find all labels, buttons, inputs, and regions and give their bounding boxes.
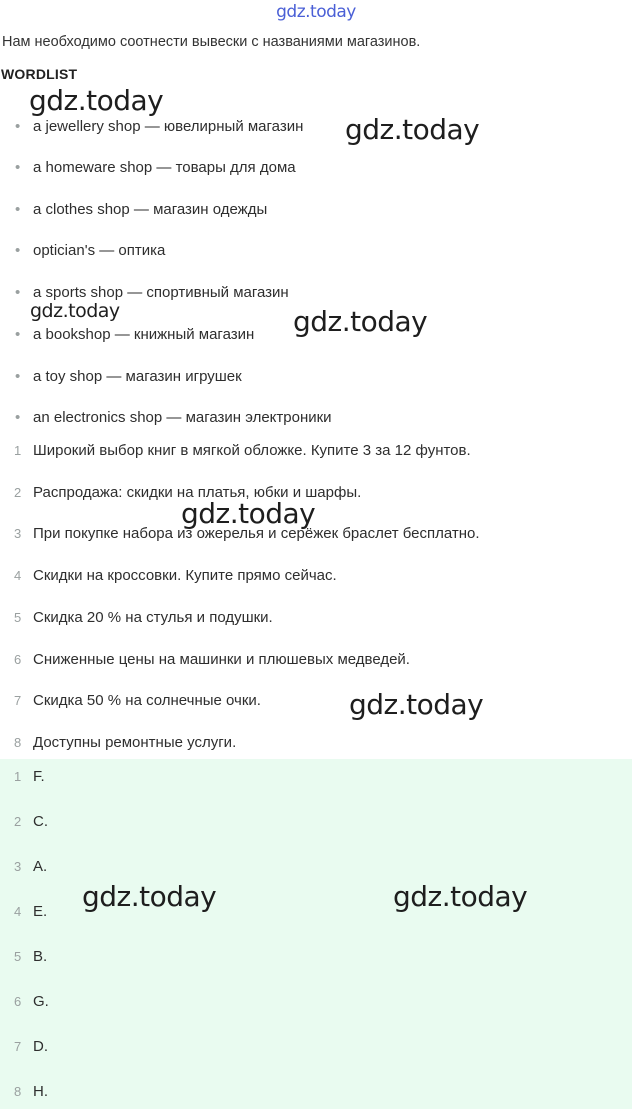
answer-number: 4 bbox=[14, 904, 22, 919]
task-number: 4 bbox=[14, 568, 22, 583]
wordlist-item: • a homeware shop — товары для дома bbox=[15, 159, 296, 176]
task-item bbox=[14, 567, 337, 584]
wordlist-item: • a jewellery shop — ювелирный магазин bbox=[15, 118, 304, 135]
answer-text: G. bbox=[33, 993, 49, 1010]
watermark: gdz.today bbox=[293, 305, 428, 338]
answer-item bbox=[14, 813, 48, 830]
task-number: 3 bbox=[14, 526, 22, 541]
wordlist-item: • a bookshop — книжный магазин bbox=[15, 326, 255, 343]
bullet-icon: • bbox=[15, 409, 21, 426]
task-item bbox=[14, 692, 261, 709]
watermark: gdz.today bbox=[181, 497, 316, 530]
watermark: gdz.today bbox=[345, 113, 480, 146]
wordlist-heading: WORDLIST bbox=[1, 66, 78, 82]
answer-item bbox=[14, 858, 47, 875]
answer-number: 7 bbox=[14, 1039, 22, 1054]
intro-text: Нам необходимо соотнести вывески с названиями магазинов. bbox=[2, 34, 421, 50]
task-item bbox=[14, 651, 410, 668]
bullet-icon: • bbox=[15, 118, 21, 135]
bullet-icon: • bbox=[15, 284, 21, 301]
answer-item bbox=[14, 1083, 48, 1100]
answer-number: 2 bbox=[14, 814, 22, 829]
answer-text: A. bbox=[33, 858, 48, 875]
task-text: Сниженные цены на машинки и плюшевых медведей. bbox=[33, 651, 410, 668]
wordlist-item: • optician's — оптика bbox=[15, 242, 166, 259]
site-header-logo[interactable]: gdz.today bbox=[276, 2, 356, 22]
wordlist-item: • a sports shop — спортивный магазин bbox=[15, 284, 289, 301]
bullet-icon: • bbox=[15, 368, 21, 385]
task-item bbox=[14, 609, 273, 626]
watermark: gdz.today bbox=[30, 300, 120, 322]
bullet-icon: • bbox=[15, 159, 21, 176]
answer-item bbox=[14, 903, 47, 920]
answer-item bbox=[14, 993, 49, 1010]
answer-text: B. bbox=[33, 948, 48, 965]
task-text: Скидки на кроссовки. Купите прямо сейчас. bbox=[33, 567, 337, 584]
task-item bbox=[14, 442, 471, 459]
answer-number: 3 bbox=[14, 859, 22, 874]
watermark: gdz.today bbox=[349, 688, 484, 721]
answer-item bbox=[14, 768, 45, 785]
wordlist-item: • an electronics shop — магазин электроники bbox=[15, 409, 332, 426]
task-text: Скидка 50 % на солнечные очки. bbox=[33, 692, 261, 709]
answer-text: F. bbox=[33, 768, 45, 785]
bullet-icon: • bbox=[15, 242, 21, 259]
answer-number: 5 bbox=[14, 949, 22, 964]
watermark: gdz.today bbox=[29, 84, 164, 117]
answer-item bbox=[14, 1038, 48, 1055]
answer-number: 1 bbox=[14, 769, 22, 784]
bullet-icon: • bbox=[15, 201, 21, 218]
answer-item bbox=[14, 948, 47, 965]
task-number: 5 bbox=[14, 610, 22, 625]
task-number: 6 bbox=[14, 652, 22, 667]
bullet-icon: • bbox=[15, 326, 21, 343]
answer-block bbox=[0, 759, 632, 1109]
watermark: gdz.today bbox=[393, 880, 528, 913]
answer-text: E. bbox=[33, 903, 48, 920]
answer-text: C. bbox=[33, 813, 48, 830]
task-text: Распродажа: скидки на платья, юбки и шарфы. bbox=[33, 484, 362, 501]
task-number: 7 bbox=[14, 693, 22, 708]
task-text: Скидка 20 % на стулья и подушки. bbox=[33, 609, 273, 626]
answer-number: 8 bbox=[14, 1084, 22, 1099]
task-number: 8 bbox=[14, 735, 22, 750]
wordlist-item: • a toy shop — магазин игрушек bbox=[15, 368, 242, 385]
task-text: Широкий выбор книг в мягкой обложке. Купите 3 за 12 фунтов. bbox=[33, 442, 471, 459]
answer-text: H. bbox=[33, 1083, 48, 1100]
task-text: При покупке набора из ожерелья и серёжек браслет бесплатно. bbox=[33, 525, 480, 542]
task-number: 2 bbox=[14, 485, 22, 500]
task-item bbox=[14, 734, 236, 751]
answer-number: 6 bbox=[14, 994, 22, 1009]
task-number: 1 bbox=[14, 443, 22, 458]
task-text: Доступны ремонтные услуги. bbox=[33, 734, 237, 751]
watermark: gdz.today bbox=[82, 880, 217, 913]
wordlist-item: • a clothes shop — магазин одежды bbox=[15, 201, 268, 218]
answer-text: D. bbox=[33, 1038, 48, 1055]
